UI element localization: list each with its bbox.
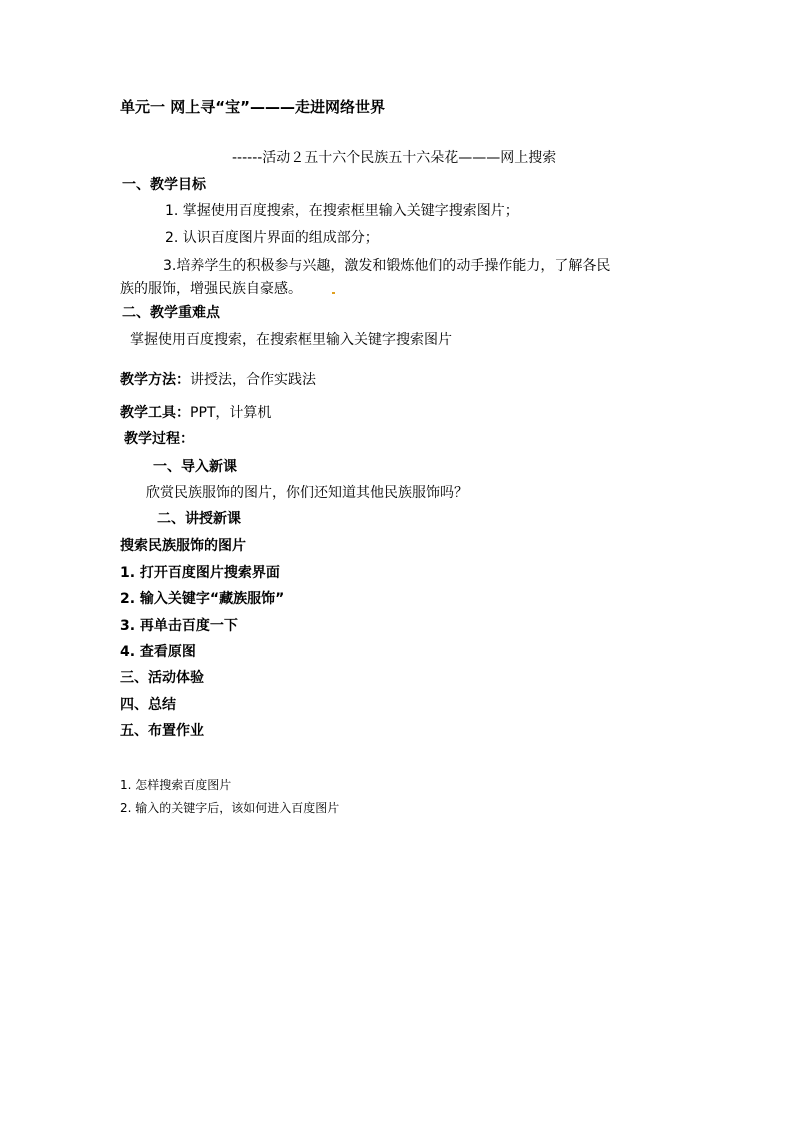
teaching-tools bbox=[120, 404, 271, 422]
teaching-tools-value: PPT，计算机 bbox=[190, 405, 272, 421]
objective-item-3-line-2: 族的服饰，增强民族自豪感。 bbox=[120, 281, 302, 297]
step-3: 3. 再单击百度一下 bbox=[120, 618, 238, 634]
question-2: 2. 输入的关键字后，该如何进入百度图片 bbox=[120, 801, 340, 815]
objectives-heading: 一、教学目标 bbox=[122, 177, 206, 193]
question-1: 1. 怎样搜索百度图片 bbox=[120, 778, 232, 792]
key-points-heading: 二、教学重难点 bbox=[122, 305, 220, 321]
homework-heading: 五、布置作业 bbox=[120, 723, 204, 739]
step-2: 2. 输入关键字“藏族服饰” bbox=[120, 591, 285, 607]
process-heading: 教学过程： bbox=[124, 431, 194, 447]
search-heading: 搜索民族服饰的图片 bbox=[120, 538, 246, 554]
step-1: 1. 打开百度图片搜索界面 bbox=[120, 565, 280, 581]
activity-title: ------活动２五十六个民族五十六朵花———网上搜索 bbox=[232, 150, 557, 166]
objective-item-3-line-1: 3.培养学生的积极参与兴趣，激发和锻炼他们的动手操作能力，了解各民 bbox=[163, 258, 611, 274]
objective-item-1: 1. 掌握使用百度搜索，在搜索框里输入关键字搜索图片； bbox=[165, 203, 519, 219]
summary-heading: 四、总结 bbox=[120, 697, 176, 713]
unit-title: 单元一 网上寻“宝”———走进网络世界 bbox=[120, 98, 385, 116]
intro-text: 欣赏民族服饰的图片，你们还知道其他民族服饰吗？ bbox=[146, 485, 468, 501]
activity-heading: 三、活动体验 bbox=[120, 670, 204, 686]
teaching-methods bbox=[120, 371, 316, 389]
teaching-tools-label: 教学工具： bbox=[120, 405, 190, 421]
teaching-methods-value: 讲授法，合作实践法 bbox=[190, 372, 316, 388]
objective-item-2: 2. 认识百度图片界面的组成部分； bbox=[165, 230, 379, 246]
teaching-methods-label: 教学方法： bbox=[120, 372, 190, 388]
intro-heading: 一、导入新课 bbox=[153, 459, 237, 475]
teach-heading: 二、讲授新课 bbox=[157, 511, 241, 527]
revision-marker bbox=[332, 292, 335, 294]
key-points-text: 掌握使用百度搜索，在搜索框里输入关键字搜索图片 bbox=[130, 332, 452, 348]
step-4: 4. 查看原图 bbox=[120, 644, 196, 660]
